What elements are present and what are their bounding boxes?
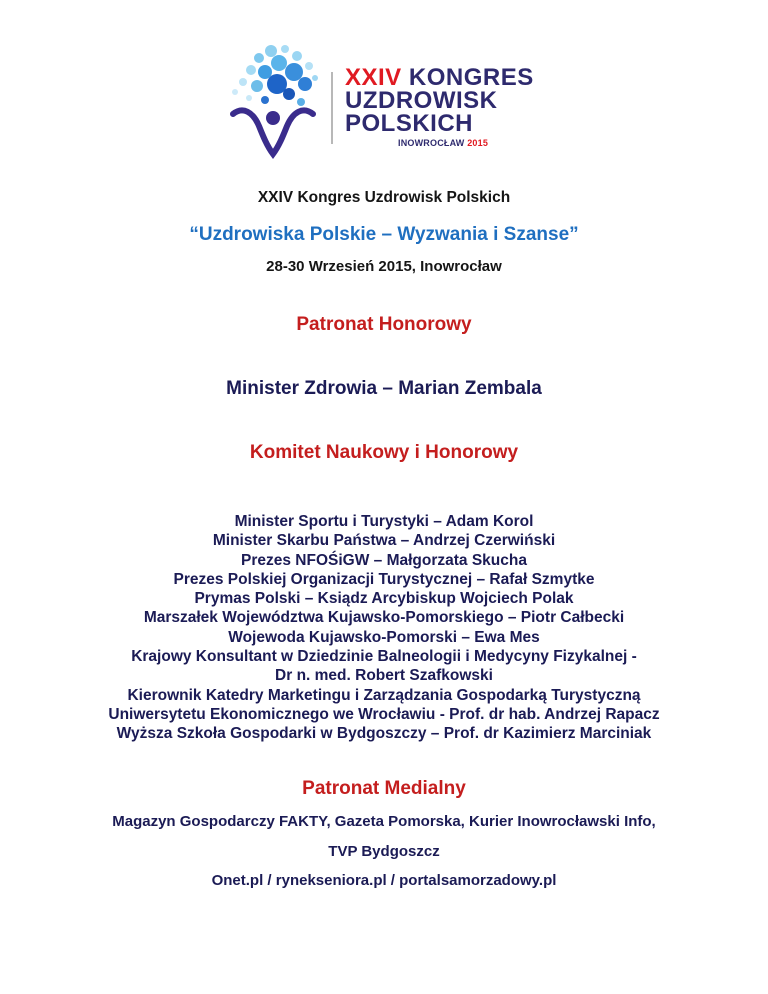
- logo-city-year: [398, 138, 488, 148]
- honorary-patron: Minister Zdrowia – Marian Zembala: [226, 378, 542, 399]
- logo-year: 2015: [467, 138, 489, 148]
- committee-member: Uniwersytetu Ekonomicznego we Wrocławiu - Prof. dr hab. Andrzej Rapacz: [108, 705, 660, 723]
- media-patrons-line-1: Magazyn Gospodarczy FAKTY, Gazeta Pomorska, Kurier Inowrocławski Info,: [112, 813, 656, 830]
- committee-member: Wyższa Szkoła Gospodarki w Bydgoszczy – Prof. dr Kazimierz Marciniak: [116, 725, 652, 743]
- event-name: XXIV Kongres Uzdrowisk Polskich: [257, 189, 511, 206]
- committee-member: Dr n. med. Robert Szafkowski: [275, 667, 493, 685]
- congress-logo: [215, 42, 553, 160]
- committee-member: Marszałek Województwa Kujawsko-Pomorskiego – Piotr Całbecki: [143, 609, 625, 627]
- honorary-patronage-heading: Patronat Honorowy: [296, 314, 472, 335]
- media-patrons-line-3: Onet.pl / rynekseniora.pl / portalsamorzadowy.pl: [211, 872, 557, 889]
- logo-roman-numeral: XXIV: [345, 64, 402, 91]
- media-patronage-heading: Patronat Medialny: [302, 778, 466, 799]
- committee-member: Prezes Polskiej Organizacji Turystycznej – Rafał Szmytke: [173, 570, 595, 588]
- media-patrons-line-2: TVP Bydgoszcz: [328, 843, 440, 860]
- event-date-place: 28-30 Wrzesień 2015, Inowrocław: [266, 258, 502, 275]
- logo-wordmark: [345, 66, 534, 135]
- event-motto: “Uzdrowiska Polskie – Wyzwania i Szanse”: [189, 224, 579, 245]
- committee-member: Minister Skarbu Państwa – Andrzej Czerwiński: [212, 532, 556, 550]
- logo-word-polskich: POLSKICH: [345, 110, 474, 137]
- logo-divider: [331, 72, 333, 144]
- committee-member: Krajowy Konsultant w Dziedzinie Balneologii i Medycyny Fizykalnej -: [131, 648, 637, 666]
- committee-member: Wojewoda Kujawsko-Pomorski – Ewa Mes: [228, 628, 540, 646]
- committee-members-list: [0, 512, 768, 744]
- committee-member: Prezes NFOŚiGW – Małgorzata Skucha: [241, 551, 527, 569]
- logo-city: INOWROCŁAW: [398, 138, 465, 148]
- logo-word-kongres: KONGRES: [401, 64, 534, 91]
- committee-member: Prymas Polski – Ksiądz Arcybiskup Wojciech Polak: [194, 590, 574, 608]
- committee-member: Kierownik Katedry Marketingu i Zarządzania Gospodarką Turystyczną: [127, 686, 641, 704]
- logo-word-uzdrowisk: UZDROWISK: [345, 87, 498, 114]
- committee-member: Minister Sportu i Turystyki – Adam Korol: [234, 513, 534, 530]
- committee-heading: Komitet Naukowy i Honorowy: [249, 442, 519, 463]
- spa-bubbles-logo-icon: [219, 42, 329, 160]
